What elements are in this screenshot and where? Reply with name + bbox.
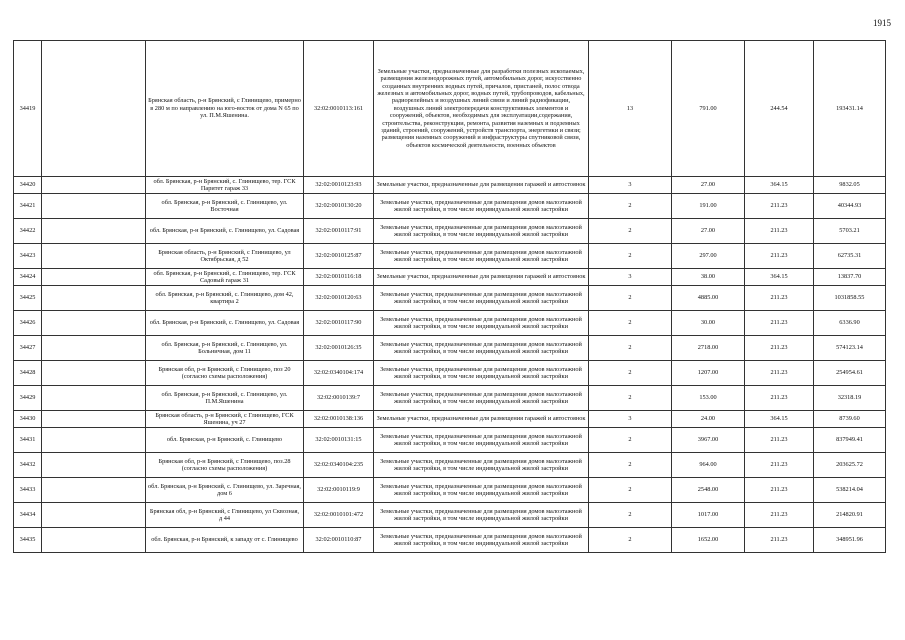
cadastral-value: 1031858.55	[814, 286, 886, 311]
cadastral-number: 32:02:0010131:15	[304, 428, 374, 453]
table-row	[14, 336, 886, 361]
group-number: 2	[589, 219, 672, 244]
group-number: 13	[589, 41, 672, 177]
group-number: 2	[589, 478, 672, 503]
specific-value: 211.23	[745, 311, 814, 336]
address-cell: обл. Брянская, р-н Брянский, с. Глинищево, тер. ГСК Паритет гараж 33	[146, 177, 304, 194]
land-use-type: Земельные участки, предназначенные для размещения домов малоэтажной жилой застройки, в том числе индивидуальной жилой застройки	[374, 478, 589, 503]
cadastral-value: 538214.04	[814, 478, 886, 503]
land-use-type: Земельные участки, предназначенные для размещения домов малоэтажной жилой застройки, в том числе индивидуальной жилой застройки	[374, 286, 589, 311]
cadastral-value: 13837.70	[814, 269, 886, 286]
table-row	[14, 503, 886, 528]
area-value: 27.00	[672, 219, 745, 244]
cadastral-value: 348951.96	[814, 528, 886, 553]
cadastral-value: 40344.93	[814, 194, 886, 219]
address-cell: обл. Брянская, р-н Брянский, к западу от с. Глинищево	[146, 528, 304, 553]
table-body	[14, 41, 886, 553]
cadastral-value: 203625.72	[814, 453, 886, 478]
land-use-type: Земельные участки, предназначенные для размещения домов малоэтажной жилой застройки, в том числе индивидуальной жилой застройки	[374, 528, 589, 553]
area-value: 3967.00	[672, 428, 745, 453]
blank-cell	[42, 361, 146, 386]
table-row	[14, 194, 886, 219]
group-number: 2	[589, 361, 672, 386]
table-row	[14, 269, 886, 286]
group-number: 2	[589, 528, 672, 553]
area-value: 4885.00	[672, 286, 745, 311]
specific-value: 211.23	[745, 478, 814, 503]
row-number: 34427	[14, 336, 42, 361]
area-value: 2718.00	[672, 336, 745, 361]
blank-cell	[42, 311, 146, 336]
cadastral-number: 32:02:0010123:93	[304, 177, 374, 194]
area-value: 1652.00	[672, 528, 745, 553]
cadastral-value-table	[13, 40, 886, 553]
group-number: 2	[589, 286, 672, 311]
group-number: 2	[589, 386, 672, 411]
cadastral-number: 32:02:0010101:472	[304, 503, 374, 528]
land-use-type: Земельные участки, предназначенные для размещения домов малоэтажной жилой застройки, в том числе индивидуальной жилой застройки	[374, 194, 589, 219]
blank-cell	[42, 478, 146, 503]
row-number: 34421	[14, 194, 42, 219]
specific-value: 211.23	[745, 528, 814, 553]
address-cell: обл. Брянская, р-н Брянский, с. Глинищево, тер. ГСК Садовый гараж 31	[146, 269, 304, 286]
land-use-type: Земельные участки, предназначенные для размещения домов малоэтажной жилой застройки, в том числе индивидуальной жилой застройки	[374, 361, 589, 386]
cadastral-number: 32:02:0340104:174	[304, 361, 374, 386]
specific-value: 211.23	[745, 194, 814, 219]
land-use-type: Земельные участки, предназначенные для размещения гаражей и автостоянок	[374, 177, 589, 194]
cadastral-number: 32:02:0340104:235	[304, 453, 374, 478]
row-number: 34430	[14, 411, 42, 428]
blank-cell	[42, 194, 146, 219]
cadastral-number: 32:02:0010120:63	[304, 286, 374, 311]
area-value: 30.00	[672, 311, 745, 336]
specific-value: 211.23	[745, 386, 814, 411]
blank-cell	[42, 336, 146, 361]
row-number: 34423	[14, 244, 42, 269]
specific-value: 211.23	[745, 286, 814, 311]
table-row	[14, 177, 886, 194]
group-number: 2	[589, 244, 672, 269]
row-number: 34434	[14, 503, 42, 528]
row-number: 34429	[14, 386, 42, 411]
blank-cell	[42, 244, 146, 269]
cadastral-value: 62735.31	[814, 244, 886, 269]
cadastral-value: 574123.14	[814, 336, 886, 361]
specific-value: 211.23	[745, 244, 814, 269]
address-cell: обл. Брянская, р-н Брянский, с. Глинищево, ул. П.М.Яшенина	[146, 386, 304, 411]
table-row	[14, 286, 886, 311]
group-number: 2	[589, 503, 672, 528]
table-row	[14, 478, 886, 503]
row-number: 34426	[14, 311, 42, 336]
table-row	[14, 219, 886, 244]
cadastral-number: 32:02:0010117:91	[304, 219, 374, 244]
area-value: 27.00	[672, 177, 745, 194]
row-number: 34432	[14, 453, 42, 478]
land-use-type: Земельные участки, предназначенные для размещения домов малоэтажной жилой застройки, в том числе индивидуальной жилой застройки	[374, 244, 589, 269]
group-number: 2	[589, 194, 672, 219]
specific-value: 364.15	[745, 411, 814, 428]
land-use-type: Земельные участки, предназначенные для размещения гаражей и автостоянок	[374, 269, 589, 286]
group-number: 2	[589, 428, 672, 453]
land-use-type: Земельные участки, предназначенные для размещения домов малоэтажной жилой застройки, в том числе индивидуальной жилой застройки	[374, 386, 589, 411]
area-value: 1017.00	[672, 503, 745, 528]
cadastral-number: 32:02:0010116:18	[304, 269, 374, 286]
specific-value: 211.23	[745, 453, 814, 478]
table-row	[14, 41, 886, 177]
row-number: 34435	[14, 528, 42, 553]
address-cell: Брянская область, р-н Брянский, с Глинищево, ул Октябрьская, д 52	[146, 244, 304, 269]
area-value: 297.00	[672, 244, 745, 269]
row-number: 34433	[14, 478, 42, 503]
address-cell: Брянская область, р-н Брянский, с Глинищево, примерно в 280 м по направлению на юго-восток от дома N 65 по ул. П.М.Яшенина.	[146, 41, 304, 177]
area-value: 24.00	[672, 411, 745, 428]
blank-cell	[42, 219, 146, 244]
table-row	[14, 361, 886, 386]
cadastral-value: 9832.05	[814, 177, 886, 194]
cadastral-value: 254954.61	[814, 361, 886, 386]
address-cell: Брянская обл, р-н Брянский, с Глинищево, ул Сквозная, д 44	[146, 503, 304, 528]
land-use-type: Земельные участки, предназначенные для разработки полезных ископаемых, размещения железнодорожных путей, автомобильных дорог, искусственно созданных внутренних водных путей, причалов, пристаней, полос отвода железных и автомобильных дорог, водных путей, трубопроводов, кабельных, радиорелейных и воздушных линий связи и линий радиофикации, воздушных линий электропередачи конструктивных элементов и сооружений, объектов, необходимых для эксплуатации,содержания, строительства, реконструкции, ремонта, развития наземных и подземных зданий, строений, сооружений, устройств транспорта, энергетики и связи; размещения наземных сооружений и инфраструктуры спутниковой связи, объектов космической деятельности, военных объектов	[374, 41, 589, 177]
cadastral-value: 5703.21	[814, 219, 886, 244]
cadastral-number: 32:02:0010110:87	[304, 528, 374, 553]
page-number: 1915	[873, 18, 891, 28]
blank-cell	[42, 41, 146, 177]
row-number: 34425	[14, 286, 42, 311]
area-value: 964.00	[672, 453, 745, 478]
area-value: 1207.00	[672, 361, 745, 386]
address-cell: Брянская обл, р-н Брянский, с Глинищево, поз.28 (согласно схемы расположения)	[146, 453, 304, 478]
address-cell: обл. Брянская, р-н Брянский, с. Глинищево	[146, 428, 304, 453]
address-cell: обл. Брянская, р-н Брянский, с. Глинищево, ул. Садовая	[146, 311, 304, 336]
blank-cell	[42, 386, 146, 411]
table-row	[14, 244, 886, 269]
group-number: 2	[589, 336, 672, 361]
group-number: 2	[589, 453, 672, 478]
specific-value: 211.23	[745, 336, 814, 361]
cadastral-number: 32:02:0010139:7	[304, 386, 374, 411]
row-number: 34422	[14, 219, 42, 244]
table-row	[14, 411, 886, 428]
cadastral-value: 8739.60	[814, 411, 886, 428]
land-use-type: Земельные участки, предназначенные для размещения домов малоэтажной жилой застройки, в том числе индивидуальной жилой застройки	[374, 503, 589, 528]
blank-cell	[42, 177, 146, 194]
specific-value: 211.23	[745, 361, 814, 386]
address-cell: обл. Брянская, р-н Брянский, с. Глинищево, ул. Больничная, дом 11	[146, 336, 304, 361]
table-row	[14, 528, 886, 553]
address-cell: обл. Брянская, р-н Брянский, с. Глинищево, ул. Заречная, дом 6	[146, 478, 304, 503]
land-use-type: Земельные участки, предназначенные для размещения домов малоэтажной жилой застройки, в том числе индивидуальной жилой застройки	[374, 336, 589, 361]
row-number: 34431	[14, 428, 42, 453]
blank-cell	[42, 453, 146, 478]
specific-value: 244.54	[745, 41, 814, 177]
group-number: 3	[589, 177, 672, 194]
row-number: 34428	[14, 361, 42, 386]
address-cell: обл. Брянская, р-н Брянский, с. Глинищево, ул. Восточная	[146, 194, 304, 219]
blank-cell	[42, 428, 146, 453]
cadastral-value: 6336.90	[814, 311, 886, 336]
blank-cell	[42, 286, 146, 311]
row-number: 34419	[14, 41, 42, 177]
area-value: 2548.00	[672, 478, 745, 503]
specific-value: 364.15	[745, 269, 814, 286]
land-use-type: Земельные участки, предназначенные для размещения гаражей и автостоянок	[374, 411, 589, 428]
land-use-type: Земельные участки, предназначенные для размещения домов малоэтажной жилой застройки, в том числе индивидуальной жилой застройки	[374, 219, 589, 244]
address-cell: обл. Брянская, р-н Брянский, с. Глинищево, ул. Садовая	[146, 219, 304, 244]
table-row	[14, 428, 886, 453]
cadastral-number: 32:02:0010117:90	[304, 311, 374, 336]
address-cell: обл. Брянская, р-н Брянский, с. Глинищево, дом 42, квартира 2	[146, 286, 304, 311]
area-value: 38.00	[672, 269, 745, 286]
blank-cell	[42, 528, 146, 553]
table-row	[14, 311, 886, 336]
area-value: 791.00	[672, 41, 745, 177]
address-cell: Брянская обл, р-н Брянский, с Глинищево, поз 20 (согласно схемы расположения)	[146, 361, 304, 386]
group-number: 2	[589, 311, 672, 336]
blank-cell	[42, 503, 146, 528]
blank-cell	[42, 411, 146, 428]
cadastral-number: 32:02:0010113:161	[304, 41, 374, 177]
area-value: 153.00	[672, 386, 745, 411]
cadastral-number: 32:02:0010125:87	[304, 244, 374, 269]
cadastral-value: 214820.91	[814, 503, 886, 528]
land-use-type: Земельные участки, предназначенные для размещения домов малоэтажной жилой застройки, в том числе индивидуальной жилой застройки	[374, 311, 589, 336]
cadastral-number: 32:02:0010126:35	[304, 336, 374, 361]
specific-value: 211.23	[745, 503, 814, 528]
land-use-type: Земельные участки, предназначенные для размещения домов малоэтажной жилой застройки, в том числе индивидуальной жилой застройки	[374, 428, 589, 453]
cadastral-number: 32:02:0010119:9	[304, 478, 374, 503]
cadastral-value: 193431.14	[814, 41, 886, 177]
land-use-type: Земельные участки, предназначенные для размещения домов малоэтажной жилой застройки, в том числе индивидуальной жилой застройки	[374, 453, 589, 478]
area-value: 191.00	[672, 194, 745, 219]
blank-cell	[42, 269, 146, 286]
table-row	[14, 453, 886, 478]
address-cell: Брянская область, р-н Брянский, с Глинищево, ГСК Яшенина, уч 27	[146, 411, 304, 428]
cadastral-number: 32:02:0010130:20	[304, 194, 374, 219]
cadastral-value: 837949.41	[814, 428, 886, 453]
group-number: 3	[589, 411, 672, 428]
specific-value: 364.15	[745, 177, 814, 194]
group-number: 3	[589, 269, 672, 286]
specific-value: 211.23	[745, 428, 814, 453]
cadastral-number: 32:02:0010138:136	[304, 411, 374, 428]
row-number: 34424	[14, 269, 42, 286]
table-row	[14, 386, 886, 411]
specific-value: 211.23	[745, 219, 814, 244]
cadastral-value: 32318.19	[814, 386, 886, 411]
row-number: 34420	[14, 177, 42, 194]
